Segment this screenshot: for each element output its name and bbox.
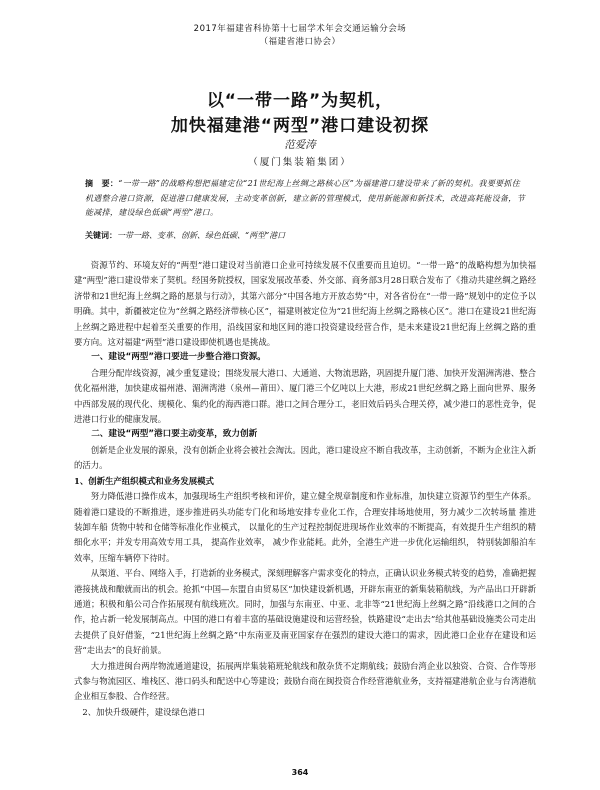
body-paragraph: 从渠道、平台、网络入手，打造新的业务模式，深刻理解客户需求变化的特点，正确认识业务模式转变的趋势，准确把握港接挑战和酿就而出的机会。抢抓“中国—东盟自由贸易区”加快建设新机遇，开辟东南亚的新集装箱航线，为产品出口开辟新通道；积极和船公司合作拓展现有航线班次。同时，加强与东南亚、中亚、北非等“21世纪海上丝绸之路”沿线港口之间的合作，抢占新一轮发展制高点。中国的港口有着丰富的基础设施建设和运营经验，铁路建设“走出去”给其他基础设施类公司走出去提供了良好借鉴，“21世纪海上丝绸之路”中东南亚及南亚国家存在强烈的建设大港口的需求，因此港口企业存在建设和运营“走出去”的良好前景。 xyxy=(74,568,536,656)
abstract xyxy=(85,176,525,221)
abstract-text: “一带一路”的战略构想把福建定位“21世纪海上丝绸之路核心区”为福建港口建设带来了新的契机。我要要抓住机遇整合港口资源，促进港口健康发展，主动变革创新，建立新的管理模式，使用新能源和新技术，改进高耗能设备，节能减排，建设绿色低碳“两型”港口。 xyxy=(85,179,525,217)
page-number: 364 xyxy=(291,768,309,777)
title-line1: 以“一带一路”为契机， xyxy=(206,91,394,111)
section-heading: 2、加快升级硬件，建设绿色港口 xyxy=(82,706,205,717)
keywords-label: 关键词： xyxy=(85,230,117,240)
body-paragraph: 努力降低港口操作成本，加强现场生产组织考核和评价，建立健全规章制度和作业标准，加快建立资源节约型生产体系。随着港口建设的不断推进，逐步推进码头功能专门化和场地安排专业化工作，合理安排场地使用，努力减少二次转场量 推进装卸车船 货物中转和仓储等标准化作业模式， 以量化的生产过程控制促进现场作业效率的不断提高，有效提升生产组织的精细化水平；并发专用高效专用工具， 提高作业效率， 减少作业能耗。此外，全港生产进一步优化运输组织， 特别装卸船泊车效率，压缩车辆停下待时。 xyxy=(74,491,536,563)
abstract-label: 摘 要： xyxy=(85,178,119,188)
keywords xyxy=(85,228,525,243)
affiliation: （厦门集装箱集团） xyxy=(248,157,352,168)
body-paragraph: 大力推进闽台两岸物流通道建设，拓展两岸集装箱班轮航线和散杂货不定期航线；鼓励台湾企业以独资、合资、合作等形式参与物流园区、堆栈区、港口码头和配送中心等建设；鼓励台商在闽投资合作经营港航业务，支持福建港航企业与台湾港航企业相互参股、合作经营。 xyxy=(74,660,536,702)
running-header-line1: 2017年福建省科协第十七届学术年会交通运输分会场 xyxy=(193,24,407,34)
body-text xyxy=(74,258,536,720)
section-heading: 一、建设“两型”港口要进一步整合港口资源。 xyxy=(91,352,266,363)
author: 范爱涛 xyxy=(284,139,316,151)
title-line2: 加快福建港“两型”港口建设初探 xyxy=(170,116,430,136)
section-heading: 1、创新生产组织模式和业务发展模式 xyxy=(74,475,214,486)
body-paragraph: 资源节约、环境友好的“两型”港口建设对当前港口企业可持续发展不仅重要而且迫切。“一带一路”的战略构想为加快福建“两型”港口建设带来了契机。经国务院授权，国家发展改革委、外交部、商务部3月28日联合发布了《推动共建丝绸之路经济带和21世纪海上丝绸之路的愿景与行动》，其第六部分“中国各地方开放态势”中，对各省份在“一带一路”规划中的定位予以明确。其中，新疆被定位为“丝绸之路经济带核心区”，福建则被定位为“21世纪海上丝绸之路核心区”。港口在建设21世纪海上丝绸之路进程中起着至关重要的作用，沿线国家和地区间的港口投资建设经营合作，是未来建设21世纪海上丝绸之路的重要方向。这对福建“两型”港口建设即使机遇也是挑战。 xyxy=(74,260,536,348)
section-heading: 二、建设“两型”港口要主动变革，致力创新 xyxy=(91,429,258,440)
body-paragraph: 创新是企业发展的源泉，没有创新企业将会被社会淘汰。因此，港口建设应不断自我改革，主动创新，不断为企业注入新的活力。 xyxy=(74,444,536,471)
keywords-text: 一带一路、变革、创新、绿色低碳、“两型”港口 xyxy=(117,231,286,240)
running-header-line2: （福建省港口协会） xyxy=(259,37,341,47)
body-paragraph: 合理分配岸线资源，减少重复建设；围绕发展大港口、大通道、大物流思路，巩固提升厦门港、加快开发湄洲湾港、整合优化福州港，加快建成福州港、湄洲湾港（泉州—莆田）、厦门港三个亿吨以上大港，形成21世纪丝绸之路上面向世界、服务中西部发展的现代化、规模化、集约化的海西港口群。港口之间合理分工，老旧效后码头合理关停，减少港口的恶性竞争，促进港口行业的健康发展。 xyxy=(74,367,536,425)
